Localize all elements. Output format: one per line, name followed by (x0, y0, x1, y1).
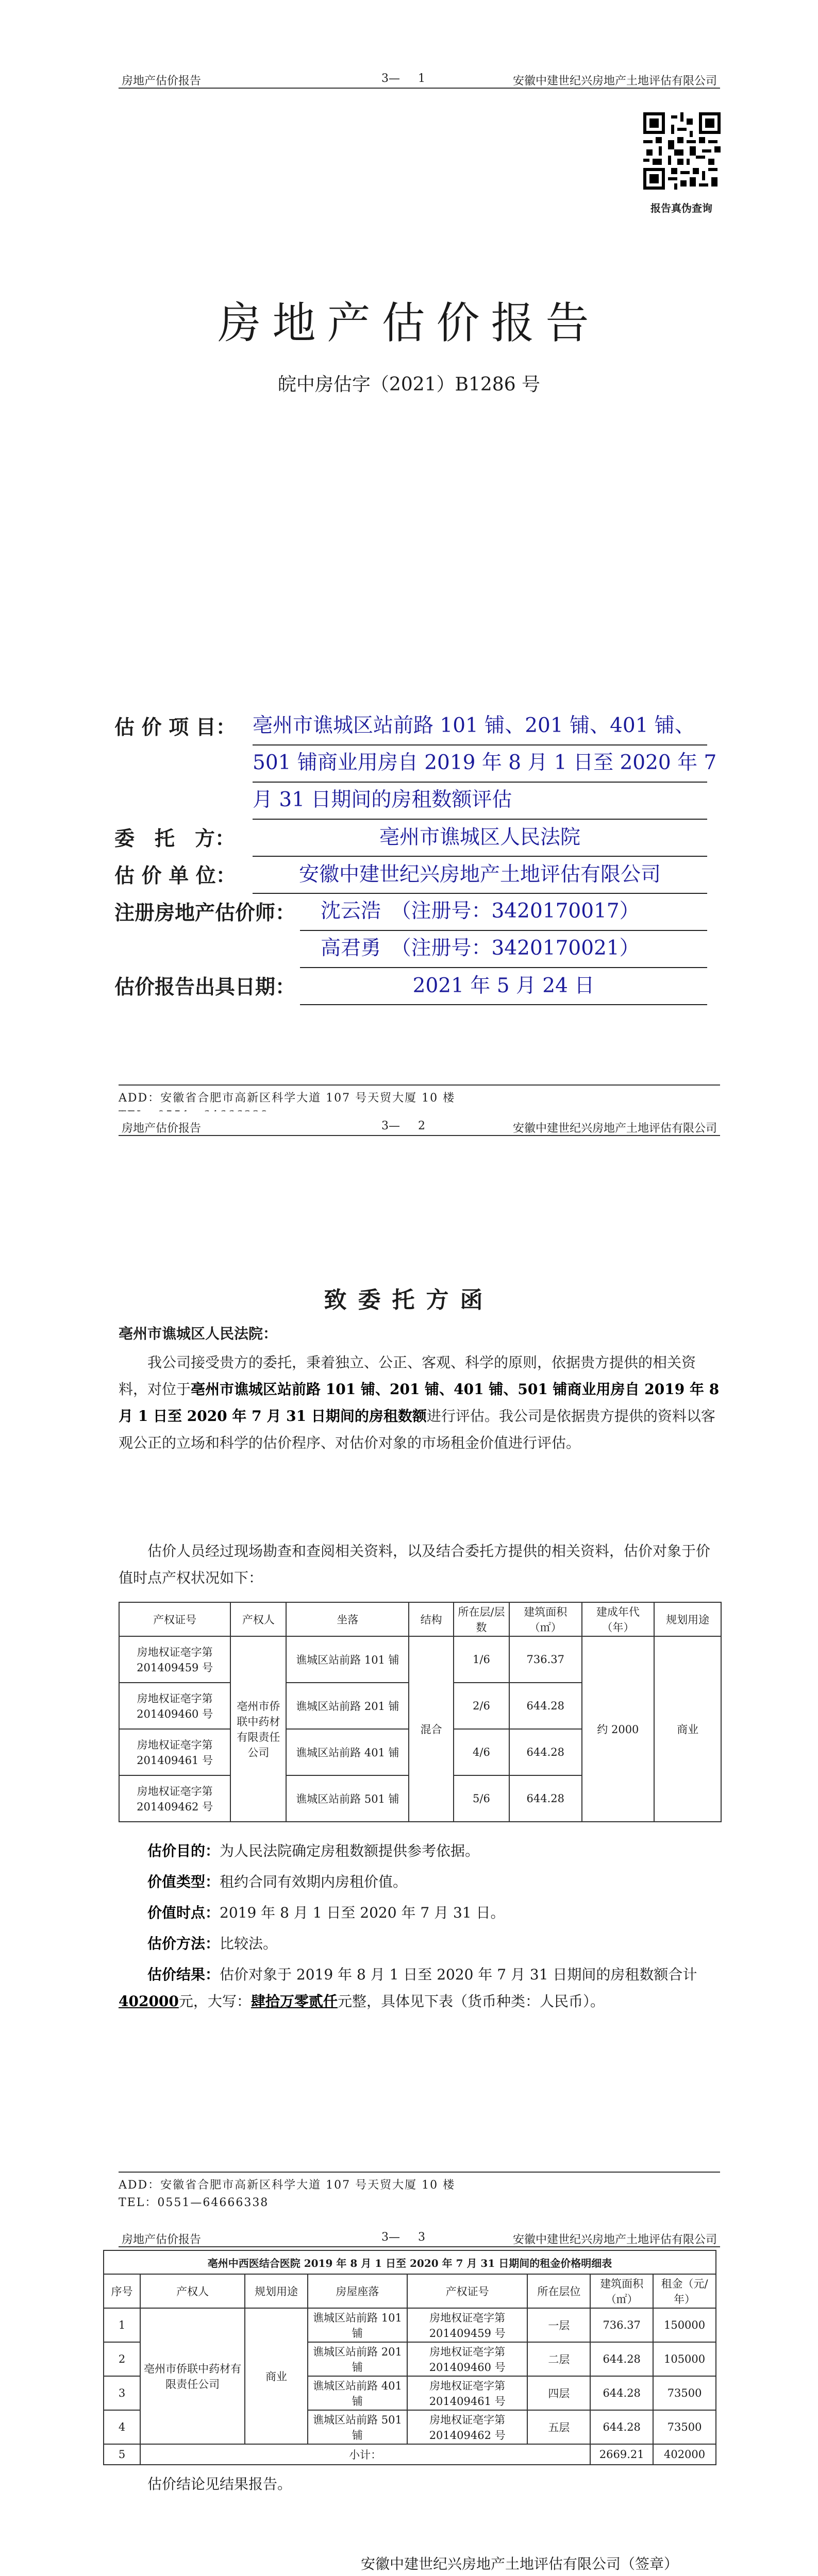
rent-detail-table (103, 2250, 716, 2465)
page-letter (0, 1111, 818, 2223)
header-right: 安徽中建世纪兴房地产土地评估有限公司 (512, 2233, 717, 2246)
property-rights-table (119, 1602, 722, 1822)
use-cell: 商业 (654, 1636, 721, 1822)
value-time-item: 价值时点：2019 年 8 月 1 日至 2020 年 7 月 31 日。 (147, 1904, 505, 1921)
header-right: 安徽中建世纪兴房地产土地评估有限公司 (512, 1122, 717, 1135)
table-row: 3 谯城区站前路 401 铺 房地权证亳字第 201409461 号 四层 644.28 73500 (104, 2376, 716, 2410)
page-header (119, 1116, 720, 1136)
footer-tel: TEL：0551—64666338 (119, 2196, 269, 2209)
valuer-label: 注册房地产估价师： (114, 901, 296, 925)
qr-code-icon[interactable] (643, 112, 721, 190)
document-number: 皖中房估字（2021）B1286 号 (277, 374, 541, 395)
letter-paragraph-1: 我公司接受贵方的委托，秉着独立、公正、客观、科学的原则，依据贵方提供的相关资料，对位于亳州市谯城区站前路 101 铺、201 铺、401 铺、501 铺商业用房自 2019 年 8 月 1 日至 2020 年 7 月 31 日期间的房租数额进行评估。我公司是依据贵方提供的资料以客观公正的立场和科学的估价程序、对估价对象的市场租金价值进行评估。 (119, 1354, 720, 1451)
table-caption: 亳州中西医结合医院 2019 年 8 月 1 日至 2020 年 7 月 31 日期间的租金价格明细表 (104, 2250, 716, 2274)
page-header (119, 2228, 720, 2247)
result-amount: 402000 (119, 1993, 179, 2010)
letter-title: 致委托方函 (324, 1287, 494, 1313)
value-type-item: 价值类型：租约合同有效期内房租价值。 (147, 1873, 408, 1890)
letter-paragraph-2: 估价人员经过现场勘查和查阅相关资料，以及结合委托方提供的相关资料，估价对象于价值时点产权状况如下： (119, 1543, 711, 1586)
header-left: 房地产估价报告 (122, 1122, 202, 1135)
purpose-item: 估价目的：为人民法院确定房租数额提供参考依据。 (147, 1842, 480, 1859)
conclusion-note: 估价结论见结果报告。 (147, 2476, 292, 2493)
table-row: 房地权证亳字第 201409459 号 亳州市侨联中药材有限责任公司 谯城区站前路 101 铺 混合 1/6 736.37 约 2000 商业 (119, 1636, 721, 1683)
appraiser-row (114, 857, 707, 894)
header-left: 房地产估价报告 (122, 2233, 202, 2246)
page-header (119, 69, 720, 89)
project-row (114, 708, 717, 820)
subject-emphasis: 亳州市谯城区站前路 101 铺、201 铺、401 铺、501 铺商业用房自 2019 年 8 月 1 日至 2020 年 7 月 31 日期间的房租数额 (119, 1381, 720, 1425)
result-amount-upper: 肆拾万零贰仟 (251, 1993, 338, 2010)
structure-cell: 混合 (409, 1636, 454, 1822)
method-item: 估价方法：比较法。 (147, 1935, 278, 1952)
footer-address: ADD：安徽省合肥市高新区科学大道 107 号天贸大厦 10 楼 (119, 2179, 456, 2192)
page-number: 3— 2 (381, 1120, 425, 1132)
result-item: 估价结果：估价对象于 2019 年 8 月 1 日至 2020 年 7 月 31 日期间的房租数额合计402000元，大写：肆拾万零贰仟元整，具体见下表（货币种类：人民币）。 (119, 1966, 697, 2010)
page-number: 3— 3 (381, 2231, 425, 2244)
appraiser-label: 估 价 单 位： (114, 864, 236, 888)
client-label: 委 托 方： (114, 827, 236, 851)
table-header-row: 产权证号 产权人 坐落 结构 所在层/层数 建筑面积（㎡） 建成年代（年） 规划用途 (119, 1602, 721, 1636)
valuer-row (114, 894, 707, 968)
client-row (114, 820, 707, 857)
header-right: 安徽中建世纪兴房地产土地评估有限公司 (512, 75, 717, 88)
appraiser-value: 安徽中建世纪兴房地产土地评估有限公司 (253, 857, 707, 894)
letter-addressee: 亳州市谯城区人民法院： (119, 1325, 278, 1342)
year-cell: 约 2000 (582, 1636, 655, 1822)
client-value: 亳州市谯城区人民法院 (253, 820, 707, 857)
use-cell: 商业 (245, 2308, 308, 2444)
project-label: 估 价 项 目： (114, 716, 236, 739)
page-cover (0, 0, 818, 1111)
date-label: 估价报告出具日期： (114, 975, 296, 999)
table-row: 2 谯城区站前路 201 铺 房地权证亳字第 201409460 号 二层 644.28 105000 (104, 2342, 716, 2376)
table-row: 房地权证亳字第 201409461 号 谯城区站前路 401 铺 4/6 644.28 (119, 1729, 721, 1775)
report-title: 房地产估价报告 (218, 298, 600, 348)
owner-cell: 亳州市侨联中药材有限责任公司 (140, 2308, 245, 2444)
date-value: 2021 年 5 月 24 日 (300, 968, 707, 1005)
cover-info (114, 708, 717, 1005)
table-total-row: 5 小计： 2669.21 402000 (104, 2444, 716, 2465)
footer-address: ADD：安徽省合肥市高新区科学大道 107 号天贸大厦 10 楼 (119, 1092, 456, 1105)
table-row: 房地权证亳字第 201409460 号 谯城区站前路 201 铺 2/6 644.28 (119, 1683, 721, 1729)
table-header-row: 序号 产权人 规划用途 房屋座落 产权证号 所在层位 建筑面积（㎡） 租金（元/年） (104, 2274, 716, 2308)
owner-cell: 亳州市侨联中药材有限责任公司 (230, 1636, 286, 1822)
qr-caption: 报告真伪查询 (650, 202, 712, 214)
page-number: 3— 1 (381, 72, 425, 85)
page-footer (119, 2172, 720, 2212)
project-value: 亳州市谯城区站前路 101 铺、201 铺、401 铺、 501 铺商业用房自 2019 年 8 月 1 日至 2020 年 7 月 31 日期间的房租数额评估 (253, 708, 707, 820)
header-left: 房地产估价报告 (122, 75, 202, 88)
company-signature: 安徽中建世纪兴房地产土地评估有限公司（签章） (361, 2555, 679, 2572)
table-row: 4 谯城区站前路 501 铺 房地权证亳字第 201409462 号 五层 644.28 73500 (104, 2410, 716, 2444)
date-row (114, 968, 707, 1005)
table-row: 1 亳州市侨联中药材有限责任公司 商业 谯城区站前路 101 铺 房地权证亳字第 201409459 号 一层 736.37 150000 (104, 2308, 716, 2342)
table-row: 房地权证亳字第 201409462 号 谯城区站前路 501 铺 5/6 644.28 (119, 1775, 721, 1822)
valuer-value: 沈云浩 （注册号：3420170017） 高君勇 （注册号：3420170021） (300, 894, 707, 968)
